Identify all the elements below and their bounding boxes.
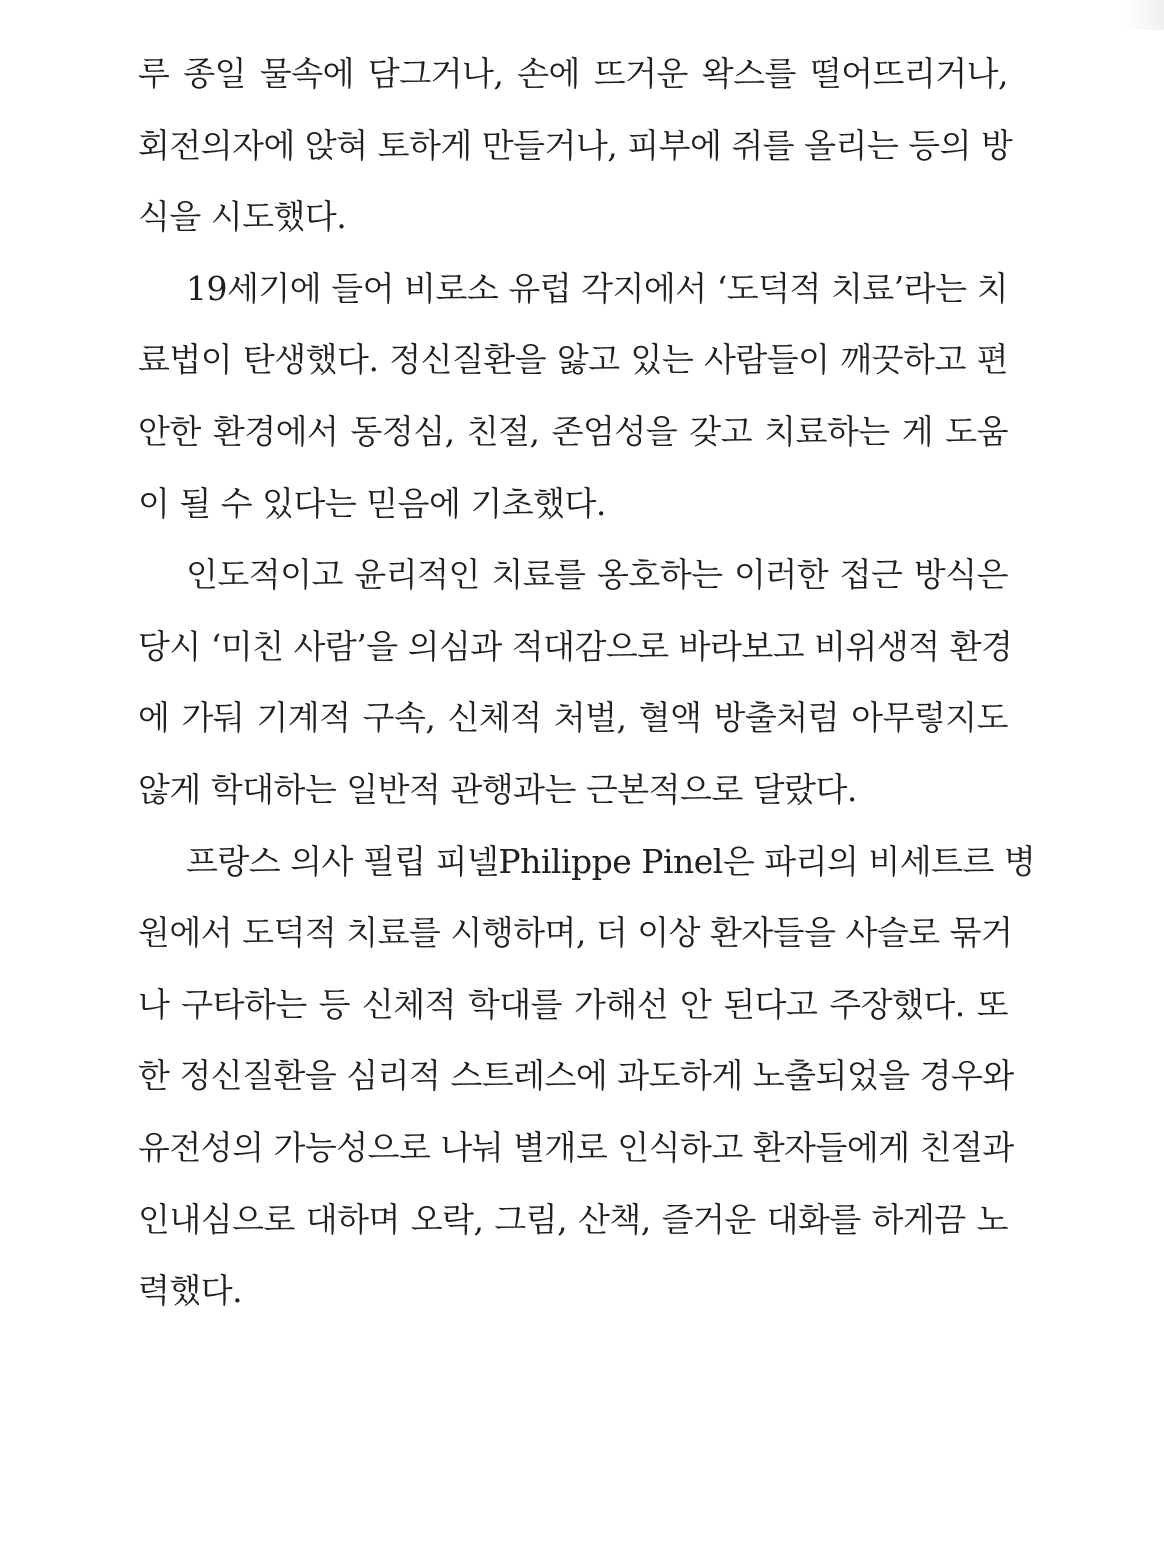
text-line: 않게 학대하는 일반적 관행과는 근본적으로 달랐다. [138, 769, 857, 809]
text-line: 한 정신질환을 심리적 스트레스에 과도하게 노출되었을 경우와 [138, 1056, 1014, 1096]
text-line: 회전의자에 앉혀 토하게 만들거나, 피부에 쥐를 올리는 등의 방 [138, 125, 1013, 165]
text-line: 루 종일 물속에 담그거나, 손에 뜨거운 왁스를 떨어뜨리거나, [138, 54, 1008, 93]
text-line: 안한 환경에서 동정심, 친절, 존엄성을 갖고 치료하는 게 도움 [138, 411, 1008, 451]
text-line: 인내심으로 대하며 오락, 그림, 산책, 즐거운 대화를 하게끔 노 [138, 1199, 1008, 1239]
text-line: 이 될 수 있다는 믿음에 기초했다. [138, 483, 606, 523]
text-line: 에 가둬 기계적 구속, 신체적 처벌, 혈액 방출처럼 아무렇지도 [138, 698, 1008, 738]
text-line: 19세기에 들어 비로소 유럽 각지에서 ‘도덕적 치료’라는 치 [186, 268, 1008, 308]
page-corner-shade [1124, 0, 1164, 30]
text-line: 인도적이고 윤리적인 치료를 옹호하는 이러한 접근 방식은 [186, 555, 1008, 595]
body-text [138, 38, 1036, 1327]
text-line: 나 구타하는 등 신체적 학대를 가해선 안 된다고 주장했다. 또 [138, 984, 1008, 1024]
text-line: 당시 ‘미친 사람’을 의심과 적대감으로 바라보고 비위생적 환경 [138, 626, 1013, 666]
text-line: 력했다. [138, 1271, 243, 1311]
text-line: 유전성의 가능성으로 나눠 별개로 인식하고 환자들에게 친절과 [138, 1127, 1014, 1167]
text-line: 프랑스 의사 필립 피넬Philippe Pinel은 파리의 비세트르 병 [186, 841, 1036, 881]
text-line: 료법이 탄생했다. 정신질환을 앓고 있는 사람들이 깨끗하고 편 [138, 340, 1008, 380]
text-line: 식을 시도했다. [138, 197, 347, 237]
text-line: 원에서 도덕적 치료를 시행하며, 더 이상 환자들을 사슬로 묶거 [138, 913, 1013, 953]
